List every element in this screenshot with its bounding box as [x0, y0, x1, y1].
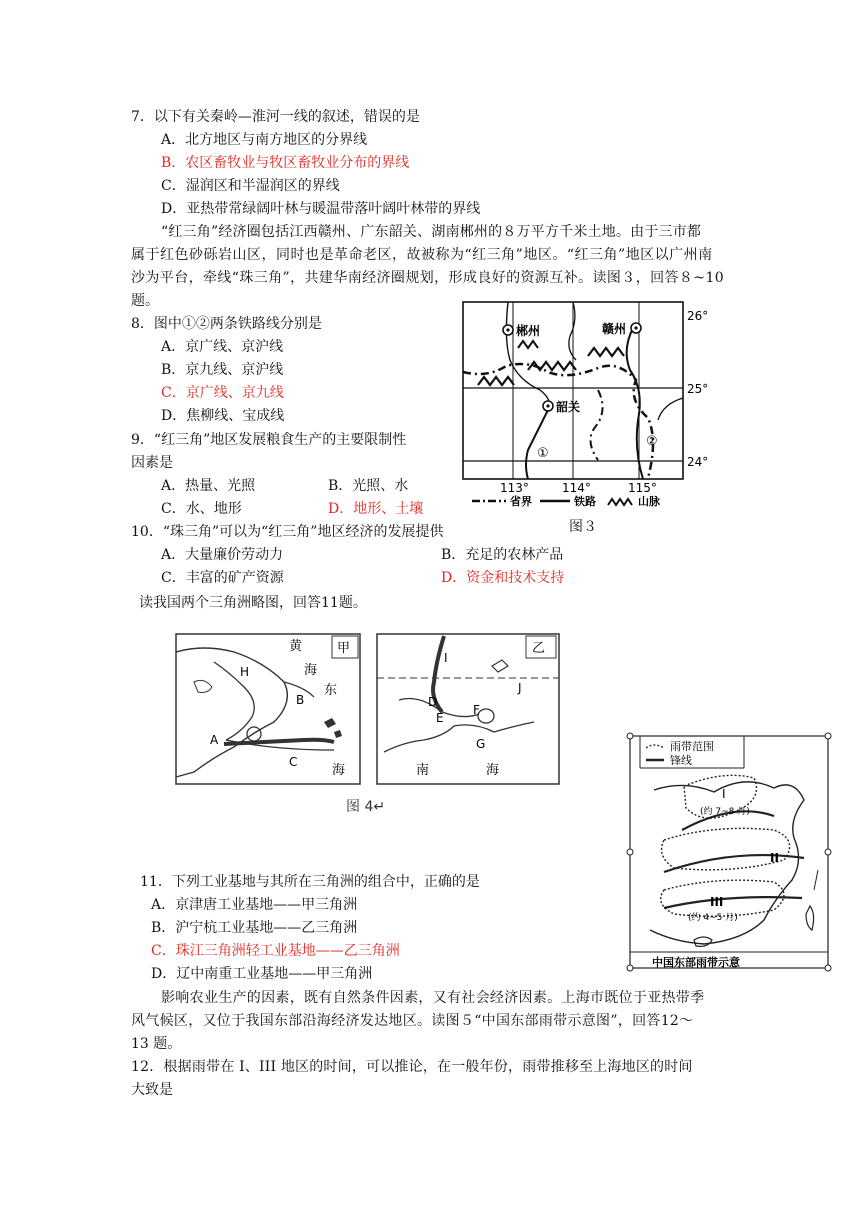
q10-stem: 10．“珠三角”可以为“红三角”地区经济的发展提供	[131, 524, 444, 540]
fig4-label-dong: 东	[324, 683, 338, 698]
q11-option-a: A．京津唐工业基地——甲三角洲	[151, 897, 358, 913]
passage2-line1: 影响农业生产的因素，既有自然条件因素，又有社会经济因素。上海市既位于亚热带季	[161, 990, 705, 1006]
passage1-line1: “红三角”经济圈包括江西赣州、广东韶关、湖南郴州的８万平方千米土地。由于三市都	[161, 224, 702, 240]
q8-option-c-answer: C．京广线、京九线	[161, 385, 284, 401]
q8-stem: 8．图中①②两条铁路线分别是	[131, 316, 322, 332]
fig4-label-nan: 南	[416, 763, 430, 778]
fig3-lon-113: 113°	[500, 481, 529, 495]
fig5-title: 中国东部雨带示意	[652, 956, 740, 969]
fig5-legend-front: 锋线	[670, 754, 692, 767]
q7-option-d: D．亚热带常绿阔叶林与暖温带落叶阔叶林带的界线	[161, 201, 481, 217]
q7-option-b-answer: B．农区畜牧业与牧区畜牧业分布的界线	[161, 155, 410, 171]
figure-5-rainbelt-map	[624, 730, 836, 974]
figure-4-delta-maps	[174, 622, 564, 822]
fig5-zone-i: I	[722, 787, 726, 801]
fig5-zone-i-time: (约 7~8 月)	[700, 807, 750, 817]
q9-option-c: C．水、地形	[161, 501, 242, 517]
fig4-point-c: C	[289, 755, 298, 769]
fig4-point-b: B	[296, 693, 305, 707]
fig3-legend-mountain: 山脉	[638, 495, 660, 508]
fig3-lon-115: 115°	[628, 481, 657, 495]
q9-option-d-answer: D．地形、土壤	[328, 501, 424, 517]
passage2-line3: 13 题。	[131, 1036, 182, 1052]
q8-option-d: D．焦柳线、宝成线	[161, 408, 285, 424]
q10-option-a: A．大量廉价劳动力	[161, 547, 284, 563]
q9-stem-line1: 9．“红三角”地区发展粮食生产的主要限制性	[131, 432, 407, 448]
fig3-legend-rail: 铁路	[574, 495, 596, 508]
fig4-label-hai-3: 海	[486, 763, 500, 778]
figure-4-caption: 图 4↵	[346, 799, 386, 815]
fig5-legend-rainbelt: 雨带范围	[670, 740, 714, 753]
q11-option-b: B．沪宁杭工业基地——乙三角洲	[151, 920, 358, 936]
fig4-point-a: A	[210, 733, 219, 747]
q10-option-d-answer: D．资金和技术支持	[441, 570, 565, 586]
q8-option-a: A．京广线、京沪线	[161, 339, 284, 355]
fig3-legend-border: 省界	[510, 495, 532, 508]
fig4-point-e: E	[436, 711, 444, 725]
q11-option-c-answer: C．珠江三角洲轻工业基地——乙三角洲	[151, 943, 400, 959]
fig4-label-jia: 甲	[337, 641, 351, 656]
fig3-city-ganzhou: 赣州	[602, 322, 627, 336]
fig3-rail-2: ②	[646, 434, 658, 449]
q7-stem: 7．以下有关秦岭—淮河一线的叙述，错误的是	[131, 109, 420, 125]
q9-stem-line2: 因素是	[131, 455, 173, 471]
q12-stem-line1: 12．根据雨带在 I、III 地区的时间，可以推论，在一般年份，雨带推移至上海地区的时间	[131, 1059, 693, 1075]
fig3-lon-114: 114°	[562, 481, 591, 495]
q9-option-a: A．热量、光照	[161, 478, 256, 494]
fig3-rail-1: ①	[537, 446, 549, 461]
q8-option-b: B．京九线、京沪线	[161, 362, 284, 378]
fig3-city-shaoguan: 韶关	[556, 400, 581, 414]
passage1-line4: 题。	[131, 293, 159, 309]
passage2-line2: 风气候区，又位于我国东部沿海经济发达地区。读图５“中国东部雨带示意图”，回答12～	[131, 1013, 694, 1029]
q11-stem: 11．下列工业基地与其所在三角洲的组合中，正确的是	[140, 874, 480, 890]
q7-option-c: C．湿润区和半湿润区的界线	[161, 178, 340, 194]
fig5-zone-iii-time: (约 4~5 月)	[688, 913, 738, 923]
q10-option-b: B．充足的农林产品	[441, 547, 564, 563]
fig4-label-yi: 乙	[532, 641, 546, 656]
q10-option-c: C．丰富的矿产资源	[161, 570, 284, 586]
passage1-line3: 沙为平台，牵线“珠三角”，共建华南经济圈规划，形成良好的资源互补。读图３，回答８~10	[131, 270, 725, 286]
fig4-point-j: J	[518, 681, 522, 695]
fig4-point-d: D	[428, 695, 438, 709]
fig4-label-huang: 黄	[289, 639, 303, 654]
fig4-label-hai-1: 海	[304, 663, 318, 678]
fig4-point-h: H	[240, 665, 250, 679]
q9-option-b: B．光照、水	[328, 478, 409, 494]
q7-option-a: A．北方地区与南方地区的分界线	[161, 132, 368, 148]
fig3-lat-26: 26°	[687, 309, 709, 323]
fig4-point-g: G	[476, 737, 486, 751]
figure-3-caption: 图３	[569, 519, 597, 535]
fig3-city-chenzhou: 郴州	[516, 324, 541, 338]
fig4-point-f: F	[473, 703, 480, 717]
q12-stem-line2: 大致是	[131, 1082, 173, 1098]
q11-intro: 读我国两个三角洲略图，回答11题。	[139, 595, 367, 611]
fig5-zone-iii: III	[710, 895, 724, 909]
q11-option-d: D．辽中南重工业基地——甲三角洲	[151, 966, 373, 982]
fig5-zone-ii: II	[770, 851, 779, 865]
fig4-label-hai-2: 海	[332, 763, 346, 778]
fig3-lat-25: 25°	[687, 382, 709, 396]
passage1-line2: 属于红色砂砾岩山区，同时也是革命老区，故被称为“红三角”地区。“红三角”地区以广州南	[131, 247, 713, 263]
figure-3-map	[458, 300, 720, 510]
fig3-lat-24: 24°	[687, 455, 709, 469]
fig4-point-i: I	[444, 651, 448, 665]
